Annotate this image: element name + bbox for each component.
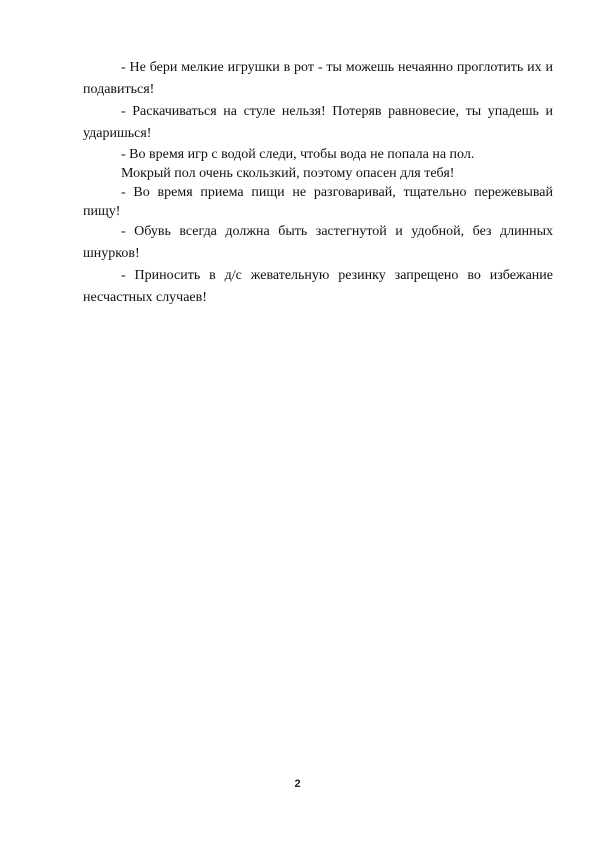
page-body (83, 57, 553, 309)
paragraph-shoes: - Обувь всегда должна быть застегнутой и удобной, без длинных шнурков! (83, 224, 553, 261)
paragraph-eating: - Во время приема пищи не разговаривай, тщательно пережевывай пищу! (83, 185, 553, 219)
paragraph-wet-floor: Мокрый пол очень скользкий, поэтому опасен для тебя! (121, 166, 455, 181)
paragraph-water-games: - Во время игр с водой следи, чтобы вода не попала на пол. (121, 147, 475, 162)
paragraph-chewing-gum: - Приносить в д/с жевательную резинку запрещено во избежание несчастных случаев! (83, 268, 553, 305)
paragraph-small-toys: - Не бери мелкие игрушки в рот - ты можешь нечаянно проглотить их и подавиться! (83, 60, 553, 97)
paragraph-chair-swinging: - Раскачиваться на стуле нельзя! Потеряв равновесие, ты упадешь и ударишься! (83, 104, 553, 141)
page-number: 2 (294, 778, 301, 790)
